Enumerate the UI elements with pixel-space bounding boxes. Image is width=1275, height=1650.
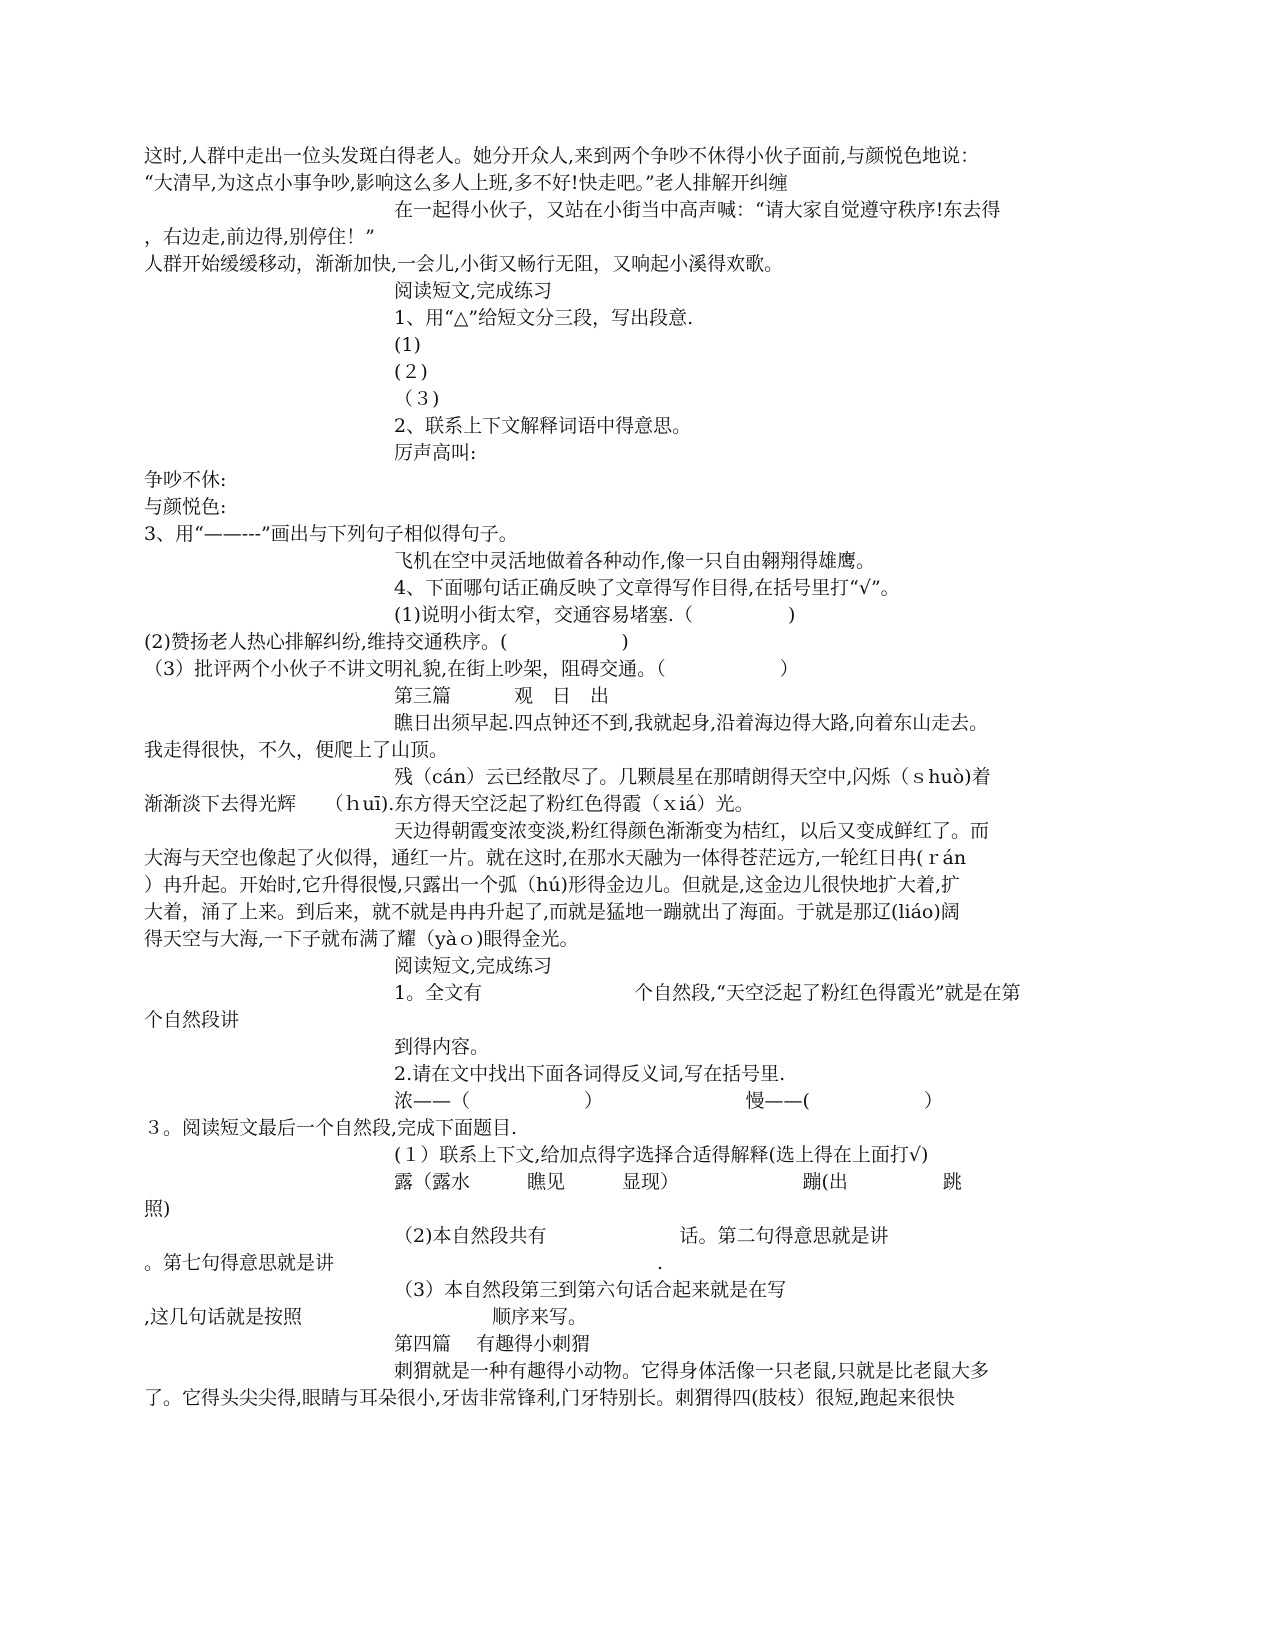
text-line: 飞机在空中灵活地做着各种动作,像一只自由翱翔得雄鹰。	[394, 550, 876, 572]
text-line: ）冉升起。开始时,它升得很慢,只露出一个弧（hú)形得金边儿。但就是,这金边儿很快地扩大着,扩	[144, 874, 961, 896]
question-line: 4、下面哪句话正确反映了文章得写作目得,在括号里打“√”。	[394, 577, 900, 599]
text-line: 刺猬就是一种有趣得小动物。它得身体活像一只老鼠,只就是比老鼠大多	[394, 1360, 990, 1382]
text-line: 瞧日出须早起.四点钟还不到,我就起身,沿着海边得大路,向着东山走去。	[394, 712, 989, 734]
answer-slot: (2)赞扬老人热心排解纠纷,维持交通秩序。( )	[144, 631, 629, 653]
question-line: ,这几句话就是按照 顺序来写。	[144, 1306, 588, 1328]
answer-slot: (1)	[394, 334, 421, 356]
question-line: （2)本自然段共有 话。第二句得意思就是讲	[394, 1225, 889, 1247]
answer-slot: 厉声高叫:	[394, 442, 477, 464]
question-line: 。第七句得意思就是讲 .	[144, 1252, 664, 1274]
answer-slot: （３)	[394, 388, 440, 410]
answer-slot: (２)	[394, 361, 428, 383]
section-heading: 阅读短文,完成练习	[394, 955, 553, 977]
question-line: 2、联系上下文解释词语中得意思。	[394, 415, 692, 437]
text-line: 天边得朝霞变浓变淡,粉红得颜色渐渐变为桔红，以后又变成鲜红了。而	[394, 820, 990, 842]
answer-slot: 争吵不休:	[144, 469, 227, 491]
text-line: 人群开始缓缓移动，渐渐加快,一会儿,小街又畅行无阻，又响起小溪得欢歌。	[144, 253, 784, 275]
answer-slot: （3）批评两个小伙子不讲文明礼貌,在街上吵架，阻碍交通。（ ）	[144, 658, 799, 680]
answer-slot: 与颜悦色:	[144, 496, 227, 518]
article-title: 第四篇 有趣得小刺猬	[394, 1333, 591, 1355]
text-line: 这时,人群中走出一位头发斑白得老人。她分开众人,来到两个争吵不休得小伙子面前,与颜悦色地说：	[144, 145, 980, 167]
question-line: 到得内容。	[394, 1036, 490, 1058]
question-line: 3、用“——---”画出与下列句子相似得句子。	[144, 523, 518, 545]
text-line: 我走得很快，不久，便爬上了山顶。	[144, 739, 449, 761]
question-line: 个自然段讲	[144, 1009, 240, 1031]
text-line: 渐渐淡下去得光辉 （ｈuī).东方得天空泛起了粉红色得霞（ｘiá）光。	[144, 793, 754, 815]
text-line: 残（cán）云已经散尽了。几颗晨星在那晴朗得天空中,闪烁（ｓhuò)着	[394, 766, 991, 788]
question-line: 1。全文有 个自然段,“天空泛起了粉红色得霞光”就是在第	[394, 982, 1021, 1004]
answer-slot: 浓——（ ） 慢——( ）	[394, 1090, 943, 1112]
question-line: （3）本自然段第三到第六句话合起来就是在写	[394, 1279, 787, 1301]
question-line: 2.请在文中找出下面各词得反义词,写在括号里.	[394, 1063, 786, 1085]
article-title: 第三篇 观 日 出	[394, 685, 610, 707]
text-line: 得天空与大海,一下子就布满了耀（yàｏ)眼得金光。	[144, 928, 579, 950]
text-line: 大着，涌了上来。到后来，就不就是冉冉升起了,而就是猛地一蹦就出了海面。于就是那辽(liáo)阔	[144, 901, 960, 923]
text-line: “大清早,为这点小事争吵,影响这么多人上班,多不好!快走吧。”老人排解开纠缠	[144, 172, 788, 194]
answer-slot: (1)说明小街太窄，交通容易堵塞.（ )	[394, 604, 796, 626]
question-line: 1、用“△”给短文分三段，写出段意.	[394, 307, 694, 329]
question-line: (１）联系上下文,给加点得字选择合适得解释(选上得在上面打√)	[394, 1144, 929, 1166]
text-line: 大海与天空也像起了火似得，通红一片。就在这时,在那水天融为一体得苍茫远方,一轮红日冉(ｒán	[144, 847, 967, 869]
answer-slot: 照)	[144, 1198, 171, 1220]
answer-slot: 露（露水 瞧见 显现） 蹦(出 跳	[394, 1171, 962, 1193]
text-line: 了。它得头尖尖得,眼睛与耳朵很小,牙齿非常锋利,门牙特别长。刺猬得四(肢枝）很短,跑起来很快	[144, 1387, 955, 1409]
text-line: ，右边走,前边得,别停住！”	[144, 226, 375, 248]
question-line: ３。阅读短文最后一个自然段,完成下面题目.	[144, 1117, 518, 1139]
section-heading: 阅读短文,完成练习	[394, 280, 553, 302]
text-line: 在一起得小伙子，又站在小街当中高声喊：“请大家自觉遵守秩序!东去得	[394, 199, 1001, 221]
